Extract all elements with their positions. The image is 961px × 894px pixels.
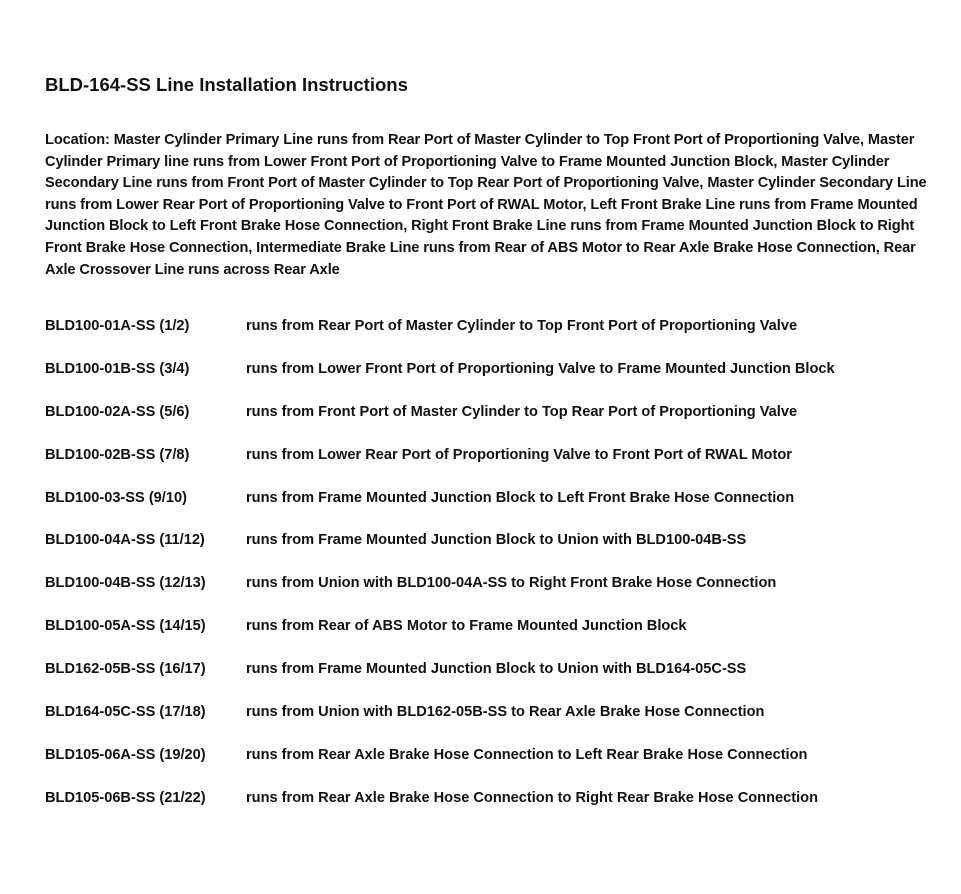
part-number: BLD100-04B-SS (12/13): [45, 575, 206, 592]
list-item: [45, 315, 925, 358]
part-description: runs from Union with BLD162-05B-SS to Rear Axle Brake Hose Connection: [246, 704, 765, 721]
list-item: [45, 529, 925, 572]
list-item: [45, 658, 925, 701]
part-description: runs from Frame Mounted Junction Block to Union with BLD100-04B-SS: [246, 532, 747, 549]
part-description: runs from Front Port of Master Cylinder to Top Rear Port of Proportioning Valve: [246, 403, 798, 420]
parts-list: [45, 315, 925, 830]
list-item: [45, 487, 925, 530]
part-number: BLD100-05A-SS (14/15): [45, 618, 206, 635]
list-item: [45, 787, 925, 830]
list-item: [45, 615, 925, 658]
part-number: BLD100-03-SS (9/10): [45, 489, 187, 506]
part-description: runs from Lower Rear Port of Proportioning Valve to Front Port of RWAL Motor: [246, 446, 792, 463]
list-item: [45, 572, 925, 615]
list-item: [45, 701, 925, 744]
list-item: [45, 444, 925, 487]
part-number: BLD100-02B-SS (7/8): [45, 446, 190, 463]
list-item: [45, 744, 925, 787]
part-number: BLD100-02A-SS (5/6): [45, 403, 190, 420]
part-number: BLD100-01B-SS (3/4): [45, 360, 190, 377]
list-item: [45, 358, 925, 401]
part-description: runs from Rear Port of Master Cylinder to Top Front Port of Proportioning Valve: [246, 318, 798, 334]
part-number: BLD105-06A-SS (19/20): [45, 746, 206, 763]
list-item: [45, 401, 925, 444]
location-paragraph: Location: Master Cylinder Primary Line runs from Rear Port of Master Cylinder to Top Front Port of Proportioning Valve, Master Cylinder Primary line runs from Lower Front Port of Proportioning Valve to Frame Mounted Junction Block, Master Cylinder Secondary Line runs from Front Port of Master Cylinder to Top Rear Port of Proportioning Valve, Master Cylinder Secondary Line runs from Lower Rear Port of Proportioning Valve to Front Port of RWAL Motor, Left Front Brake Line runs from Frame Mounted Junction Block to Left Front Brake Hose Connection, Right Front Brake Line runs from Frame Mounted Junction Block to Right Front Brake Hose Connection, Intermediate Brake Line runs from Rear of ABS Motor to Rear Axle Brake Hose Connection, Rear Axle Crossover Line runs across Rear Axle: [45, 132, 927, 278]
part-description: runs from Frame Mounted Junction Block to Union with BLD164-05C-SS: [246, 661, 747, 678]
part-description: runs from Lower Front Port of Proportioning Valve to Frame Mounted Junction Block: [246, 360, 835, 377]
part-number: BLD100-01A-SS (1/2): [45, 318, 190, 334]
part-number: BLD100-04A-SS (11/12): [45, 532, 205, 549]
page-title: BLD-164-SS Line Installation Instructions: [45, 74, 408, 95]
part-number: BLD162-05B-SS (16/17): [45, 661, 206, 678]
part-description: runs from Union with BLD100-04A-SS to Right Front Brake Hose Connection: [246, 575, 777, 592]
part-description: runs from Frame Mounted Junction Block to Left Front Brake Hose Connection: [246, 489, 795, 506]
part-description: runs from Rear of ABS Motor to Frame Mounted Junction Block: [246, 618, 687, 635]
part-number: BLD164-05C-SS (17/18): [45, 704, 206, 721]
part-description: runs from Rear Axle Brake Hose Connection to Left Rear Brake Hose Connection: [246, 746, 808, 763]
part-description: runs from Rear Axle Brake Hose Connection to Right Rear Brake Hose Connection: [246, 789, 818, 806]
part-number: BLD105-06B-SS (21/22): [45, 789, 206, 806]
